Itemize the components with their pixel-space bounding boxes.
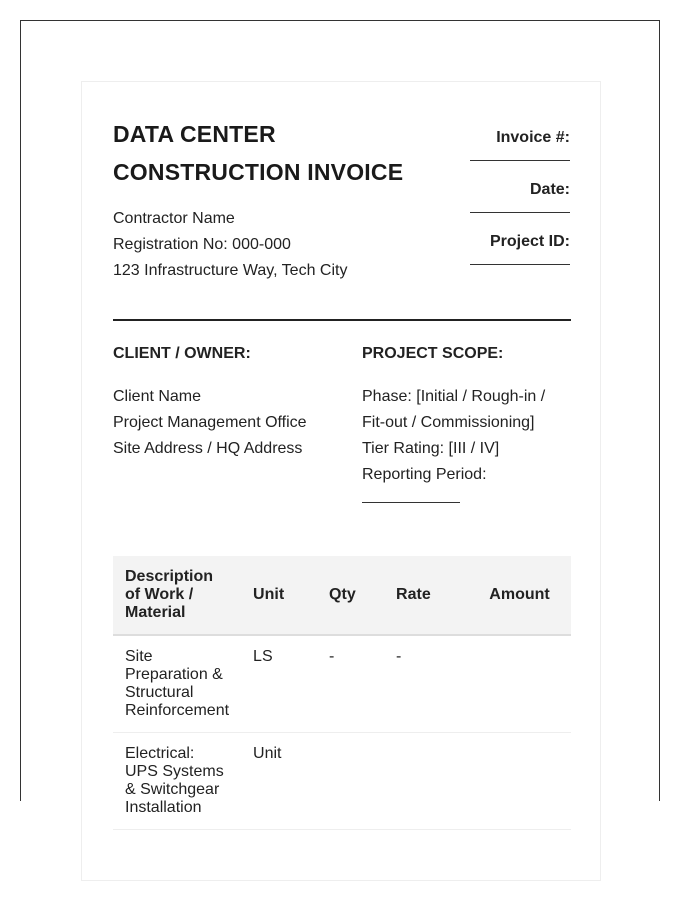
row-rate: -: [384, 635, 468, 733]
scope-section: [362, 344, 572, 503]
contractor-name: Contractor Name: [113, 210, 235, 227]
contractor-info: [113, 206, 347, 284]
scope-phase: Phase: [Initial / Rough-in / Fit-out / Commissioning]: [362, 388, 546, 431]
header-divider: [113, 319, 571, 321]
row-qty: -: [317, 635, 384, 733]
line-items-table: [113, 556, 571, 830]
table-header-row: [113, 556, 571, 635]
invoice-number-label: Invoice #:: [496, 129, 570, 146]
scope-heading: PROJECT SCOPE:: [362, 345, 504, 362]
client-address: Site Address / HQ Address: [113, 440, 303, 457]
invoice-title: [113, 115, 433, 191]
client-section: [113, 344, 333, 462]
title-line-1: DATA CENTER: [113, 121, 276, 147]
client-heading: CLIENT / OWNER:: [113, 345, 251, 362]
title-line-2: CONSTRUCTION INVOICE: [113, 159, 404, 185]
header-rate: Rate: [384, 556, 468, 635]
row-rate: [384, 733, 468, 830]
contractor-address: 123 Infrastructure Way, Tech City: [113, 262, 348, 279]
project-id-field: [470, 232, 570, 265]
row-description: Electrical: UPS Systems & Switchgear Installation: [113, 733, 241, 830]
scope-tier: Tier Rating: [III / IV]: [362, 440, 500, 457]
client-name: Client Name: [113, 388, 202, 405]
reporting-period-blank: [362, 488, 460, 503]
header-description: Description of Work / Material: [113, 556, 241, 635]
scope-period: Reporting Period:: [362, 466, 487, 483]
row-description: Site Preparation & Structural Reinforcement: [113, 635, 241, 733]
table-row: [113, 635, 571, 733]
project-id-blank: [470, 252, 570, 265]
row-amount: [468, 635, 571, 733]
date-label: Date:: [529, 181, 570, 198]
invoice-number-blank: [470, 148, 570, 161]
row-amount: [468, 733, 571, 830]
contractor-registration: Registration No: 000-000: [113, 236, 291, 253]
date-field: [470, 180, 570, 213]
date-blank: [470, 200, 570, 213]
header-qty: Qty: [317, 556, 384, 635]
project-id-label: Project ID:: [489, 233, 570, 250]
client-office: Project Management Office: [113, 414, 307, 431]
invoice-number-field: [470, 128, 570, 161]
invoice-meta: [470, 128, 570, 284]
page-frame: [20, 20, 660, 816]
row-qty: [317, 733, 384, 830]
table-row: [113, 733, 571, 830]
row-unit: Unit: [241, 733, 317, 830]
header-amount: Amount: [468, 556, 571, 635]
header-unit: Unit: [241, 556, 317, 635]
invoice-document: [81, 81, 601, 881]
row-unit: LS: [241, 635, 317, 733]
